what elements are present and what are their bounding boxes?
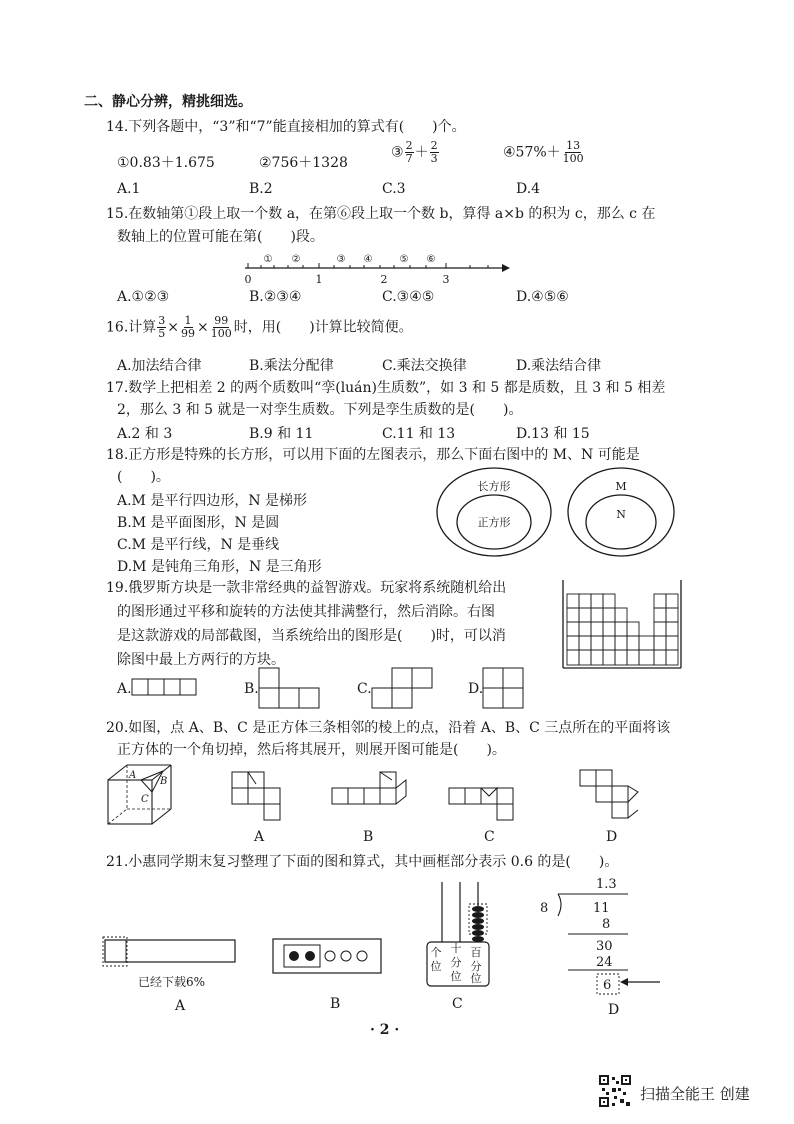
- q15-option-a: A.①②③: [117, 289, 170, 305]
- numerator: 2: [405, 139, 413, 152]
- abacus-row3-1: 位: [450, 970, 462, 983]
- download-bar-frame: [105, 940, 235, 962]
- cube-label-a: A: [129, 770, 137, 781]
- q14-option-b: B.2: [249, 181, 273, 197]
- fraction: [430, 140, 439, 165]
- abacus-label-hundredth: 百: [470, 946, 482, 959]
- q16-option-a: A.加法结合律: [117, 358, 202, 374]
- venn-right-inner-label: N: [616, 508, 626, 521]
- operator: ＋: [414, 144, 429, 161]
- q16-stem: [106, 315, 413, 340]
- numerator: 3: [158, 314, 166, 327]
- venn-left-outer-label: 长方形: [477, 480, 511, 493]
- abacus-bead: [472, 912, 484, 918]
- tick-label-1: 1: [315, 273, 323, 286]
- empty-bead: [325, 951, 335, 961]
- division-divisor: 8: [540, 901, 549, 916]
- q14-expr2: ②756＋1328: [259, 155, 348, 171]
- abacus-row2-1: 位: [430, 960, 442, 973]
- numerator: 2: [430, 139, 438, 152]
- number-line-arrow: [502, 264, 510, 272]
- q20-option-c: C: [484, 829, 495, 845]
- abacus-row2-3: 分: [470, 960, 482, 973]
- segment-label-6: ⑥: [426, 254, 436, 265]
- download-bar-fill: [105, 940, 126, 962]
- division-remainder: 6: [603, 978, 612, 993]
- abacus-label-ones: 个: [430, 946, 442, 959]
- q15-option-c: C.③④⑤: [382, 289, 435, 305]
- abacus-label-tenth: 十: [450, 942, 462, 955]
- q21-option-d: D: [608, 1002, 620, 1018]
- denominator: 100: [562, 152, 584, 165]
- operator: ×: [167, 319, 179, 336]
- net-c: [447, 770, 527, 822]
- segment-label-5: ⑤: [399, 254, 409, 265]
- numerator: 13: [566, 139, 581, 152]
- q15-stem-line1: 15.在数轴第①段上取一个数 a，在第⑥段上取一个数 b，算得 a×b 的积为 c，那么 c 在: [106, 206, 656, 222]
- venn-left-inner-label: 正方形: [477, 516, 511, 529]
- q14-stem: 14.下列各题中，“3”和“7”能直接相加的算式有( )个。: [106, 119, 466, 135]
- abacus-row3-2: 位: [470, 972, 482, 985]
- q18-option-d: D.M 是钝角三角形，N 是三角形: [117, 559, 322, 575]
- q15-option-d: D.④⑤⑥: [516, 289, 569, 305]
- tetris-board: [560, 578, 684, 672]
- qr-code-icon: [598, 1074, 632, 1108]
- cube-figure: [105, 762, 180, 828]
- q19-stem-line3: 是这款游戏的局部截图，当系统给出的图形是( )时，可以消: [117, 628, 506, 644]
- q20-stem-line2: 正方体的一个角切掉，然后将其展开，则展开图可能是( )。: [117, 742, 506, 758]
- q16-option-c: C.乘法交换律: [382, 358, 467, 374]
- download-label: 已经下载6%: [138, 975, 206, 989]
- q20-option-a: A: [254, 829, 265, 845]
- division-step2: 30: [596, 939, 613, 954]
- q21-option-c: C: [452, 996, 463, 1012]
- q16-option-d: D.乘法结合律: [516, 358, 602, 374]
- fraction: [210, 315, 233, 340]
- q14-expr1: ①0.83＋1.675: [117, 155, 215, 171]
- venn-left: [436, 466, 556, 558]
- q15-option-b: B.②③④: [249, 289, 302, 305]
- q14-expr4-prefix: ④57%＋: [503, 144, 561, 161]
- cube-label-c: C: [141, 794, 149, 805]
- segment-label-3: ③: [336, 254, 346, 265]
- q16-suffix: 时，用( )计算比较简便。: [233, 319, 413, 336]
- bead-bar: [272, 938, 384, 976]
- watermark-text: 扫描全能王 创建: [640, 1085, 750, 1103]
- fraction: [562, 140, 585, 165]
- tetromino-d: [482, 666, 532, 710]
- cube-label-b: B: [160, 776, 168, 787]
- net-d: [578, 768, 648, 826]
- q21-stem: 21.小惠同学期末复习整理了下面的图和算式，其中画框部分表示 0.6 的是( )。: [106, 854, 619, 870]
- q20-stem-line1: 20.如图，点 A、B、C 是正方体三条相邻的棱上的点，沿着 A、B、C 三点所在的平面将该: [106, 720, 671, 736]
- filled-bead: [289, 951, 299, 961]
- q17-option-b: B.9 和 11: [249, 426, 314, 442]
- q15-stem-line2: 数轴上的位置可能在第( )段。: [117, 229, 324, 245]
- venn-right: [566, 466, 678, 558]
- division-quotient: 1.3: [596, 877, 617, 892]
- segment-label-4: ④: [363, 254, 373, 265]
- q19-option-b: B.: [244, 681, 259, 697]
- q19-option-c: C.: [357, 681, 372, 697]
- q19-stem-line4: 除图中最上方两行的方块。: [117, 652, 285, 668]
- abacus-bead: [472, 906, 484, 912]
- q19-option-d: D.: [468, 681, 484, 697]
- empty-bead: [341, 951, 351, 961]
- q20-option-d: D: [606, 829, 618, 845]
- division-dividend: 11: [593, 901, 610, 916]
- q18-option-a: A.M 是平行四边形，N 是梯形: [117, 493, 308, 509]
- q14-option-d: D.4: [516, 181, 541, 197]
- section-title: 二、静心分辨，精挑细选。: [84, 94, 252, 110]
- denominator: 7: [405, 152, 413, 165]
- q16-option-b: B.乘法分配律: [249, 358, 334, 374]
- q17-stem-line1: 17.数学上把相差 2 的两个质数叫“孪(luán)生质数”，如 3 和 5 都是质数，且 3 和 5 相差: [106, 380, 666, 396]
- tick-label-2: 2: [380, 273, 388, 286]
- q19-stem-line1: 19.俄罗斯方块是一款非常经典的益智游戏。玩家将系统随机给出: [106, 580, 507, 596]
- q19-stem-line2: 的图形通过平移和旋转的方法使其排满整行，然后消除。右图: [117, 604, 495, 620]
- q18-stem-line2: ( )。: [117, 469, 170, 485]
- q14-expr4: [503, 140, 586, 165]
- q16-prefix: 16.计算: [106, 319, 157, 336]
- q18-option-b: B.M 是平面图形，N 是圆: [117, 515, 280, 531]
- download-bar: [102, 936, 238, 970]
- arrow-head-icon: [620, 978, 628, 986]
- division-bracket: [558, 894, 561, 916]
- q14-option-a: A.1: [117, 181, 141, 197]
- q18-stem-line1: 18.正方形是特殊的长方形，可以用下面的左图表示，那么下面右图中的 M、N 可能是: [106, 447, 640, 463]
- tick-label-3: 3: [442, 273, 450, 286]
- abacus-bead: [472, 918, 484, 924]
- division-step1: 8: [602, 917, 611, 932]
- q18-option-c: C.M 是平行线，N 是垂线: [117, 537, 280, 553]
- abacus-bead: [472, 936, 484, 942]
- q14-expr3: [391, 140, 440, 165]
- q14-expr3-prefix: ③: [391, 144, 404, 161]
- filled-bead: [305, 951, 315, 961]
- tetromino-b: [258, 666, 328, 710]
- number-line: [240, 250, 510, 290]
- segment-label-1: ①: [263, 254, 273, 265]
- tick-label-0: 0: [244, 273, 252, 286]
- q17-stem-line2: 2，那么 3 和 5 就是一对孪生质数。下列是孪生质数的是( )。: [117, 402, 523, 418]
- denominator: 3: [430, 152, 438, 165]
- fraction: [180, 315, 196, 340]
- q14-option-c: C.3: [382, 181, 406, 197]
- numerator: 1: [184, 314, 192, 327]
- abacus-bead: [472, 930, 484, 936]
- denominator: 99: [181, 327, 195, 340]
- net-a: [230, 770, 290, 822]
- abacus-bead: [472, 924, 484, 930]
- empty-bead: [357, 951, 367, 961]
- division-step3: 24: [596, 955, 613, 970]
- fraction: [405, 140, 414, 165]
- numerator: 99: [214, 314, 229, 327]
- q17-option-c: C.11 和 13: [382, 426, 456, 442]
- venn-right-outer-label: M: [615, 480, 627, 493]
- q21-option-b: B: [330, 996, 341, 1012]
- q17-option-a: A.2 和 3: [117, 426, 173, 442]
- operator: ×: [197, 319, 209, 336]
- net-b: [330, 770, 412, 822]
- tetromino-c: [371, 666, 441, 710]
- denominator: 5: [158, 327, 166, 340]
- segment-label-2: ②: [291, 254, 301, 265]
- q17-option-d: D.13 和 15: [516, 426, 590, 442]
- fraction: [157, 315, 166, 340]
- abacus: [424, 880, 494, 990]
- venn-inner-ellipse: [586, 495, 656, 549]
- q20-option-b: B: [363, 829, 374, 845]
- abacus-row2-2: 分: [450, 956, 462, 969]
- denominator: 100: [210, 327, 232, 340]
- tetromino-a: [131, 677, 201, 699]
- q21-option-a: A: [175, 998, 186, 1014]
- long-division: [528, 872, 668, 1002]
- page-number: · 2 ·: [370, 1022, 400, 1038]
- q19-option-a: A.: [117, 681, 132, 697]
